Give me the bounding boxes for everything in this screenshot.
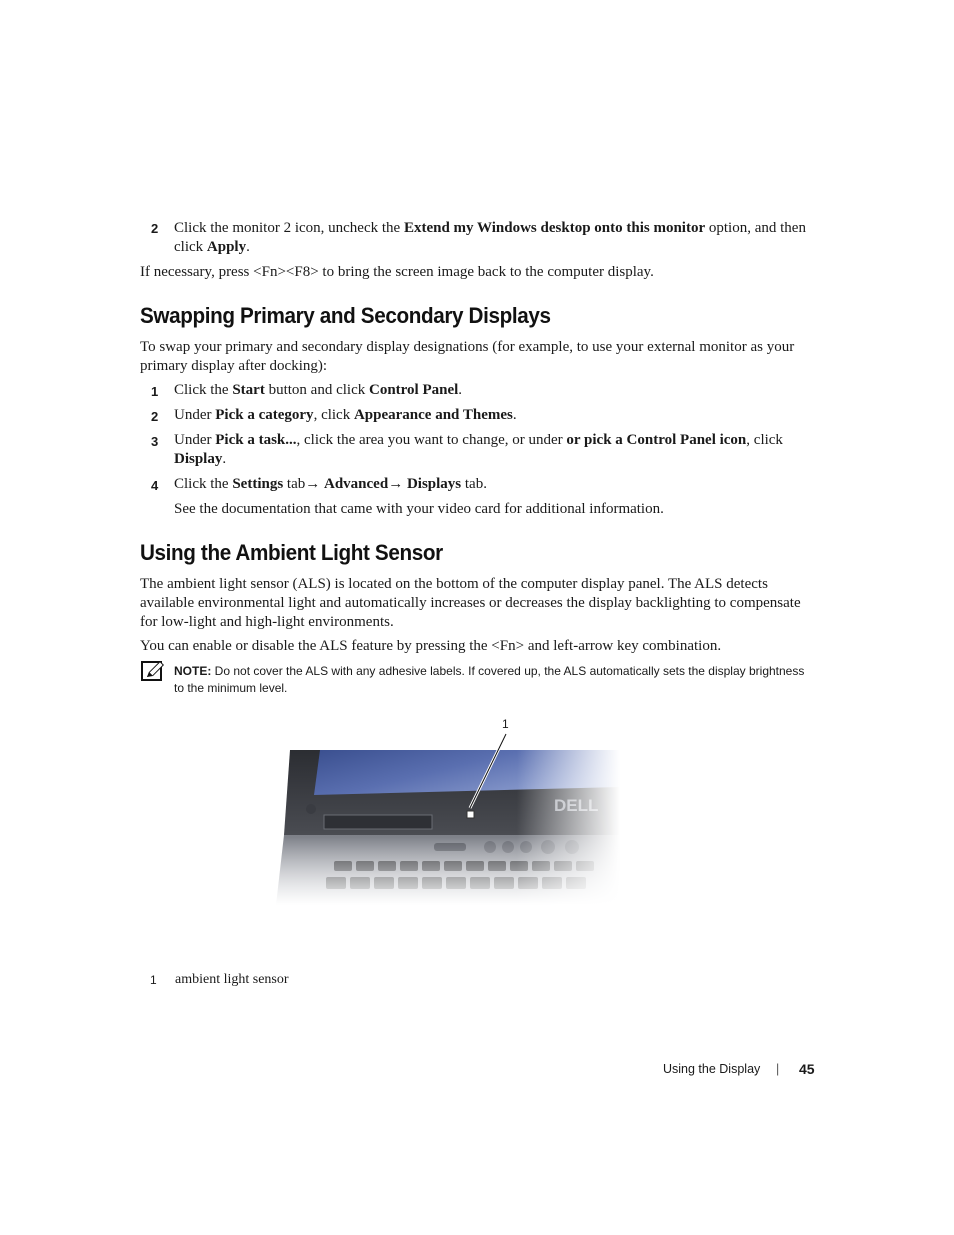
note-label: NOTE:: [174, 664, 212, 678]
step-text: Click the monitor 2 icon, uncheck the Extend my Windows desktop onto this monitor option, and then click Apply.: [174, 220, 806, 255]
callout-leader-line: [466, 732, 510, 812]
step-number: 1: [151, 384, 159, 399]
step-number: 3: [151, 434, 159, 449]
legend-number: 1: [150, 973, 157, 987]
note-pencil-icon: [141, 660, 165, 682]
step-note: See the documentation that came with your video card for additional information.: [174, 501, 664, 517]
step-text: Click the Settings tab→ Advanced→ Displays tab.: [174, 476, 487, 492]
paragraph: If necessary, press <Fn><F8> to bring the screen image back to the computer display.: [140, 264, 654, 280]
paragraph: You can enable or disable the ALS feature by pressing the <Fn> and left-arrow key combination.: [140, 638, 722, 654]
footer-separator: |: [776, 1062, 780, 1076]
step-text: Under Pick a task..., click the area you want to change, or under or pick a Control Panel icon, click Display.: [174, 432, 783, 467]
footer-section-title: Using the Display: [663, 1062, 761, 1076]
laptop-photo: [276, 735, 620, 905]
paragraph: The ambient light sensor (ALS) is located on the bottom of the computer display panel. The ALS detects available environmental light and automatically increases or decreases the display backlighting to compensate for low-light and high-light environments.: [140, 576, 801, 630]
step-text: Click the Start button and click Control Panel.: [174, 382, 463, 398]
legend-text: ambient light sensor: [175, 972, 289, 987]
step-number: 4: [151, 478, 159, 493]
page-number: 45: [799, 1061, 815, 1077]
note-text: Do not cover the ALS with any adhesive labels. If covered up, the ALS automatically sets the display brightness to the minimum level.: [174, 664, 805, 695]
paragraph: To swap your primary and secondary display designations (for example, to use your external monitor as your primary display after docking):: [140, 339, 795, 374]
step-number: 2: [151, 221, 159, 236]
figure-callout-number: 1: [502, 717, 509, 731]
step-text: Under Pick a category, click Appearance and Themes.: [174, 407, 517, 423]
step-number: 2: [151, 409, 159, 424]
section-heading: Using the Ambient Light Sensor: [140, 540, 443, 565]
section-heading: Swapping Primary and Secondary Displays: [140, 303, 551, 328]
note-box: [174, 663, 814, 697]
